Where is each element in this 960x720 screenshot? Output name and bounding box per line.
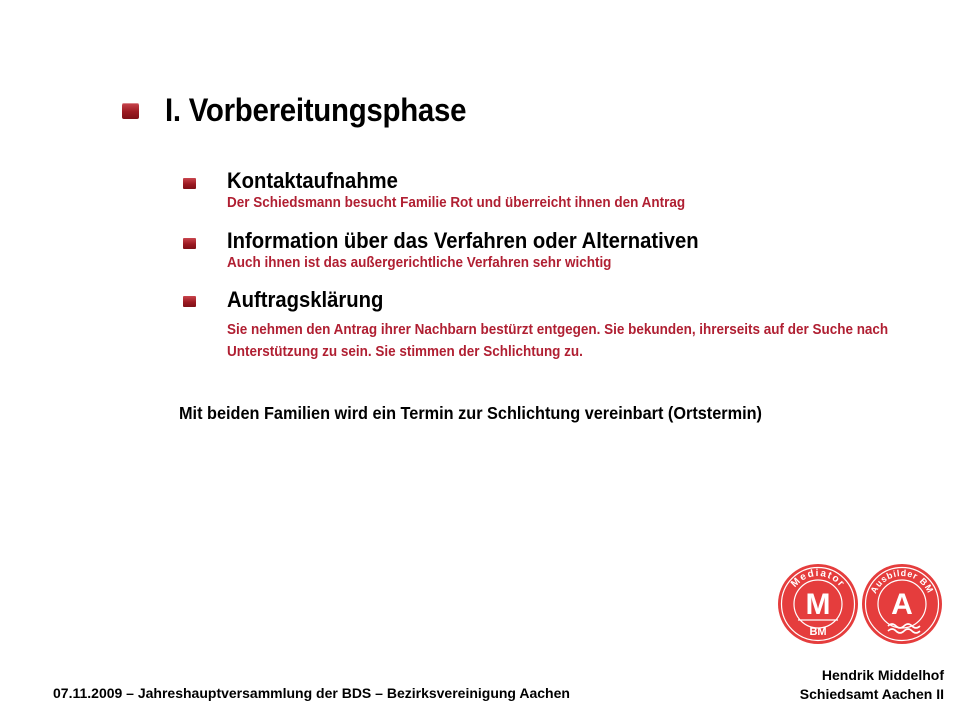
footer-author-name: Hendrik Middelhof: [821, 667, 944, 683]
item-heading: Auftragsklärung: [227, 287, 384, 312]
square-bullet-icon: [183, 178, 196, 189]
footer-event: 07.11.2009 – Jahreshauptversammlung der BDS – Bezirksvereinigung Aachen: [53, 685, 570, 701]
ausbilder-badge-icon: [860, 562, 944, 646]
footer-author-office: Schiedsamt Aachen II: [799, 686, 944, 702]
item-detail: Auch ihnen ist das außergerichtliche Verfahren sehr wichtig: [227, 255, 612, 271]
square-bullet-icon: [122, 103, 139, 119]
mediator-letter: M: [805, 588, 831, 621]
bullet-item-contact: [183, 168, 943, 212]
closing-statement: Mit beiden Familien wird ein Termin zur Schlichtung vereinbart (Ortstermin): [179, 403, 762, 423]
square-bullet-icon: [183, 296, 196, 307]
square-bullet-icon: [183, 238, 196, 249]
item-heading: Kontaktaufnahme: [227, 168, 398, 193]
footer-author: [800, 666, 944, 704]
ausbilder-ring-text: Ausbilder BM: [868, 567, 936, 596]
bullet-item-information: [183, 228, 943, 272]
mediator-badge-icon: [776, 562, 860, 646]
title-row: [122, 92, 492, 129]
mediator-bottom-text: BM: [809, 626, 827, 638]
item-heading: Information über das Verfahren oder Alternativen: [227, 228, 699, 253]
item-detail: Sie nehmen den Antrag ihrer Nachbarn bestürzt entgegen. Sie bekunden, ihrerseits auf der Suche nach Unterstützung zu sein. Sie stimmen der Schlichtung zu.: [227, 322, 889, 360]
bullet-item-clarification: [183, 287, 943, 363]
mediator-ring-text: Mediator: [789, 567, 848, 590]
item-detail: Der Schiedsmann besucht Familie Rot und überreicht ihnen den Antrag: [227, 195, 686, 211]
ausbilder-letter: A: [891, 588, 913, 621]
slide-title: I. Vorbereitungsphase: [165, 92, 467, 128]
